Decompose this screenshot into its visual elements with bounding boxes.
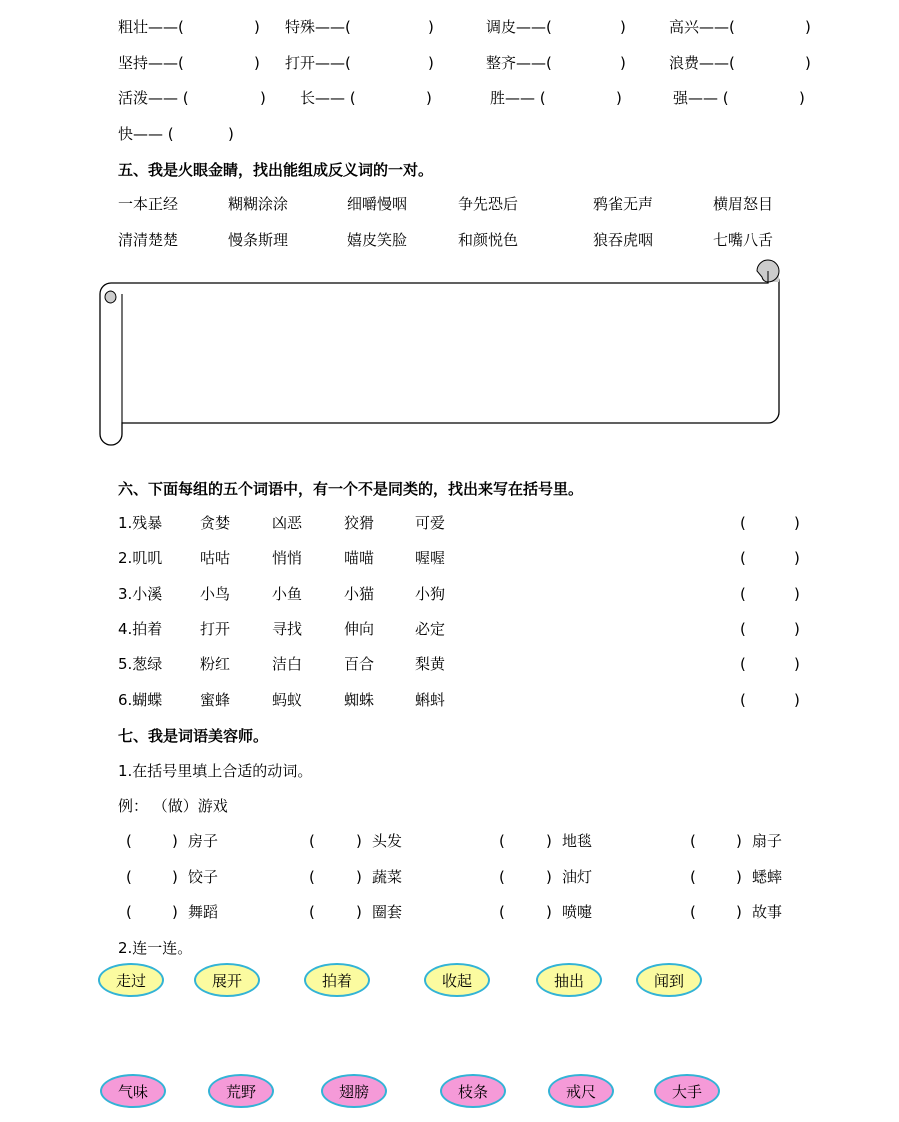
noun-word: 喷嚏 (562, 903, 593, 921)
section-six-title: 六、下面每组的五个词语中，有一个不是同类的，找出来写在括号里。 (118, 480, 584, 498)
group-word: 必定 (415, 620, 446, 638)
answer-paren-close[interactable]: ) (805, 18, 811, 36)
answer-paren-close[interactable]: ) (794, 585, 800, 603)
group-word: 2.叽叽 (118, 549, 163, 567)
antonym-word: 整齐——( (486, 54, 552, 72)
section-five-title: 五、我是火眼金睛，找出能组成反义词的一对。 (118, 161, 434, 179)
match-oval-verb[interactable]: 展开 (194, 963, 260, 997)
answer-paren-close[interactable]: ) (428, 18, 434, 36)
idiom-word[interactable]: 和颜悦色 (458, 231, 519, 249)
group-word: 蝌蚪 (415, 691, 446, 709)
antonym-word: 快—— ( (118, 125, 174, 143)
noun-word: 地毯 (562, 832, 593, 850)
group-word: 6.蝴蝶 (118, 691, 163, 709)
verb-paren-close[interactable]: ) (546, 903, 552, 921)
group-word: 打开 (200, 620, 231, 638)
answer-paren-open[interactable]: ( (740, 585, 746, 603)
group-word: 蜜蜂 (200, 691, 231, 709)
verb-paren-close[interactable]: ) (172, 903, 178, 921)
noun-word: 故事 (752, 903, 783, 921)
match-oval-noun[interactable]: 戒尺 (548, 1074, 614, 1108)
antonym-word: 长—— ( (300, 89, 356, 107)
group-word: 悄悄 (272, 549, 303, 567)
verb-paren-close[interactable]: ) (356, 868, 362, 886)
answer-paren-close[interactable]: ) (805, 54, 811, 72)
match-oval-verb[interactable]: 走过 (98, 963, 164, 997)
noun-word: 头发 (372, 832, 403, 850)
answer-paren-open[interactable]: ( (740, 514, 746, 532)
verb-paren-open[interactable]: ( (499, 903, 505, 921)
verb-paren-open[interactable]: ( (499, 832, 505, 850)
group-word: 3.小溪 (118, 585, 163, 603)
group-word: 1.残暴 (118, 514, 163, 532)
answer-paren-close[interactable]: ) (254, 18, 260, 36)
group-word: 5.葱绿 (118, 655, 163, 673)
answer-paren-close[interactable]: ) (616, 89, 622, 107)
noun-word: 房子 (188, 832, 219, 850)
answer-paren-close[interactable]: ) (620, 54, 626, 72)
section-seven-title: 七、我是词语美容师。 (118, 727, 269, 745)
group-word: 喔喔 (415, 549, 446, 567)
verb-paren-open[interactable]: ( (499, 868, 505, 886)
answer-paren-close[interactable]: ) (794, 691, 800, 709)
verb-paren-close[interactable]: ) (356, 903, 362, 921)
group-word: 小猫 (344, 585, 375, 603)
noun-word: 油灯 (562, 868, 593, 886)
idiom-word[interactable]: 糊糊涂涂 (228, 195, 289, 213)
verb-paren-open[interactable]: ( (690, 903, 696, 921)
match-oval-noun[interactable]: 气味 (100, 1074, 166, 1108)
group-word: 4.拍着 (118, 620, 163, 638)
group-word: 洁白 (272, 655, 303, 673)
verb-paren-close[interactable]: ) (356, 832, 362, 850)
group-word: 狡猾 (344, 514, 375, 532)
idiom-word[interactable]: 清清楚楚 (118, 231, 179, 249)
antonym-word: 高兴——( (669, 18, 735, 36)
match-oval-noun[interactable]: 枝条 (440, 1074, 506, 1108)
group-word: 寻找 (272, 620, 303, 638)
antonym-word: 打开——( (285, 54, 351, 72)
idiom-word[interactable]: 鸦雀无声 (593, 195, 654, 213)
idiom-word[interactable]: 细嚼慢咽 (347, 195, 408, 213)
verb-paren-close[interactable]: ) (546, 868, 552, 886)
group-word: 粉红 (200, 655, 231, 673)
verb-paren-close[interactable]: ) (736, 832, 742, 850)
group-word: 蜘蛛 (344, 691, 375, 709)
match-oval-verb[interactable]: 收起 (424, 963, 490, 997)
answer-paren-close[interactable]: ) (794, 620, 800, 638)
verb-paren-close[interactable]: ) (546, 832, 552, 850)
verb-paren-open[interactable]: ( (309, 868, 315, 886)
antonym-word: 胜—— ( (490, 89, 546, 107)
idiom-word[interactable]: 慢条斯理 (228, 231, 289, 249)
answer-paren-open[interactable]: ( (740, 549, 746, 567)
noun-word: 蟋蟀 (752, 868, 783, 886)
group-word: 咕咕 (200, 549, 231, 567)
answer-paren-close[interactable]: ) (228, 125, 234, 143)
answer-paren-open[interactable]: ( (740, 620, 746, 638)
verb-paren-close[interactable]: ) (736, 903, 742, 921)
antonym-word: 坚持——( (118, 54, 184, 72)
verb-paren-close[interactable]: ) (172, 868, 178, 886)
answer-paren-close[interactable]: ) (794, 549, 800, 567)
group-word: 小鸟 (200, 585, 231, 603)
noun-word: 舞蹈 (188, 903, 219, 921)
idiom-word[interactable]: 七嘴八舌 (713, 231, 774, 249)
verb-paren-open[interactable]: ( (126, 868, 132, 886)
noun-word: 蔬菜 (372, 868, 403, 886)
section-seven-sub1: 1.在括号里填上合适的动词。 (118, 762, 313, 780)
antonym-word: 调皮——( (486, 18, 552, 36)
group-word: 贪婪 (200, 514, 231, 532)
noun-word: 饺子 (188, 868, 219, 886)
group-word: 百合 (344, 655, 375, 673)
answer-paren-close[interactable]: ) (794, 655, 800, 673)
verb-paren-open[interactable]: ( (126, 903, 132, 921)
antonym-word: 强—— ( (673, 89, 729, 107)
verb-paren-open[interactable]: ( (690, 868, 696, 886)
verb-paren-open[interactable]: ( (690, 832, 696, 850)
group-word: 梨黄 (415, 655, 446, 673)
idiom-word[interactable]: 争先恐后 (458, 195, 519, 213)
answer-paren-close[interactable]: ) (426, 89, 432, 107)
idiom-word[interactable]: 横眉怒目 (713, 195, 774, 213)
answer-paren-open[interactable]: ( (740, 691, 746, 709)
verb-paren-close[interactable]: ) (736, 868, 742, 886)
verb-paren-close[interactable]: ) (172, 832, 178, 850)
answer-paren-close[interactable]: ) (794, 514, 800, 532)
verb-paren-open[interactable]: ( (309, 832, 315, 850)
group-word: 喵喵 (344, 549, 375, 567)
antonym-word: 粗壮——( (118, 18, 184, 36)
group-word: 伸向 (344, 620, 375, 638)
antonym-word: 浪费——( (669, 54, 735, 72)
idiom-word[interactable]: 嬉皮笑脸 (347, 231, 408, 249)
match-oval-noun[interactable]: 翅膀 (321, 1074, 387, 1108)
verb-paren-open[interactable]: ( (126, 832, 132, 850)
antonym-word: 特殊——( (285, 18, 351, 36)
match-oval-verb[interactable]: 闻到 (636, 963, 702, 997)
group-word: 小鱼 (272, 585, 303, 603)
group-word: 小狗 (415, 585, 446, 603)
section-seven-sub2: 2.连一连。 (118, 939, 193, 957)
group-word: 凶恶 (272, 514, 303, 532)
answer-paren-close[interactable]: ) (799, 89, 805, 107)
group-word: 蚂蚁 (272, 691, 303, 709)
match-oval-noun[interactable]: 大手 (654, 1074, 720, 1108)
match-oval-verb[interactable]: 抽出 (536, 963, 602, 997)
idiom-word[interactable]: 狼吞虎咽 (593, 231, 654, 249)
answer-paren-open[interactable]: ( (740, 655, 746, 673)
answer-paren-close[interactable]: ) (260, 89, 266, 107)
idiom-word[interactable]: 一本正经 (118, 195, 179, 213)
antonym-word: 活泼—— ( (118, 89, 189, 107)
noun-word: 扇子 (752, 832, 783, 850)
match-oval-verb[interactable]: 拍着 (304, 963, 370, 997)
section-seven-example: 例： （做）游戏 (118, 797, 228, 815)
answer-paren-close[interactable]: ) (254, 54, 260, 72)
verb-paren-open[interactable]: ( (309, 903, 315, 921)
noun-word: 圈套 (372, 903, 403, 921)
match-oval-noun[interactable]: 荒野 (208, 1074, 274, 1108)
answer-paren-close[interactable]: ) (620, 18, 626, 36)
answer-paren-close[interactable]: ) (428, 54, 434, 72)
group-word: 可爱 (415, 514, 446, 532)
